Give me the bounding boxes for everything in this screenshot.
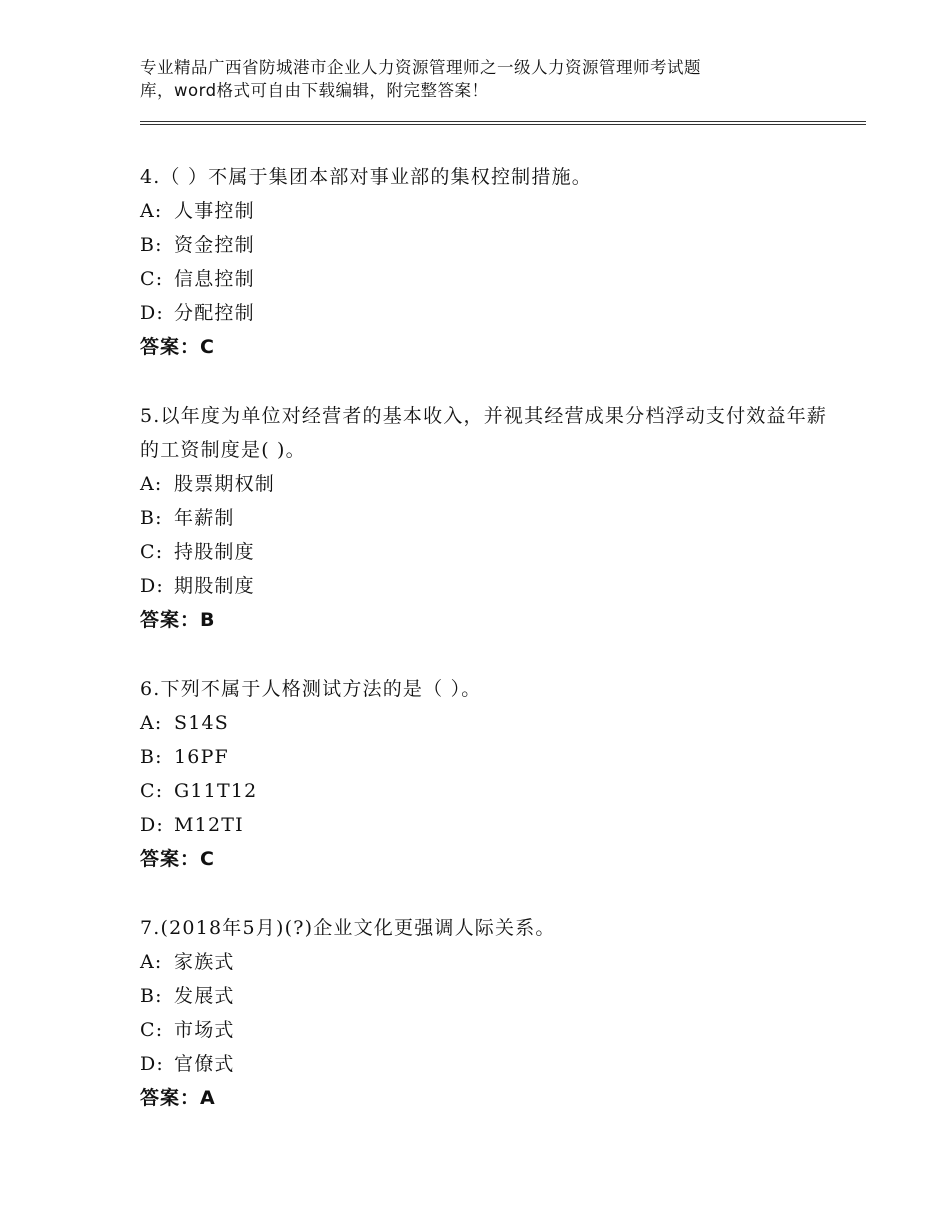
answer-label: 答案：C [140,848,215,870]
option-letter: B: [140,985,163,1007]
question-item [140,911,840,1115]
option-text: 分配控制 [174,302,255,324]
answer-label: 答案：B [140,609,216,631]
option-b [140,979,840,1013]
option-text: 官僚式 [174,1053,235,1075]
option-text: 期股制度 [174,575,255,597]
option-b [140,228,840,262]
option-text: G11T12 [174,780,258,802]
option-letter: C: [140,541,164,563]
option-letter: C: [140,780,164,802]
option-c [140,1013,840,1047]
question-item [140,672,840,876]
question-stem: 5.以年度为单位对经营者的基本收入，并视其经营成果分档浮动支付效益年薪的工资制度是( )。 [140,405,828,461]
option-text: 年薪制 [174,507,235,529]
question-item [140,160,840,364]
option-text: 市场式 [174,1019,235,1041]
option-c [140,774,840,808]
option-a [140,945,840,979]
option-d [140,808,840,842]
question-stem: 4.（ ）不属于集团本部对事业部的集权控制措施。 [140,166,592,188]
option-letter: B: [140,234,163,256]
option-d [140,569,840,603]
option-a [140,194,840,228]
option-letter: B: [140,507,163,529]
option-b [140,501,840,535]
option-text: S14S [174,712,230,734]
option-d [140,296,840,330]
option-letter: A: [140,473,163,495]
answer-label: 答案：A [140,1087,216,1109]
header-divider-bottom [140,124,866,125]
option-letter: D: [140,814,165,836]
option-text: 信息控制 [174,268,255,290]
option-d [140,1047,840,1081]
option-text: 人事控制 [174,200,255,222]
header-title-line-2: 库，word格式可自由下载编辑，附完整答案！ [140,81,489,100]
option-letter: D: [140,302,165,324]
option-letter: A: [140,951,163,973]
question-stem: 6.下列不属于人格测试方法的是（ ）。 [140,678,482,700]
option-text: 发展式 [174,985,235,1007]
question-list [140,160,840,1150]
option-letter: D: [140,1053,165,1075]
option-c [140,535,840,569]
header-title-line-1: 专业精品广西省防城港市企业人力资源管理师之一级人力资源管理师考试题 [140,58,701,77]
option-text: M12TI [174,814,244,836]
option-text: 股票期权制 [174,473,276,495]
option-text: 持股制度 [174,541,255,563]
question-stem: 7.(2018年5月)(?)企业文化更强调人际关系。 [140,917,556,939]
option-b [140,740,840,774]
document-header [140,56,780,102]
option-a [140,706,840,740]
option-c [140,262,840,296]
option-text: 16PF [174,746,229,768]
option-letter: A: [140,712,163,734]
answer-label: 答案：C [140,336,215,358]
header-divider-top [140,121,866,122]
option-letter: A: [140,200,163,222]
option-letter: D: [140,575,165,597]
option-letter: B: [140,746,163,768]
option-text: 资金控制 [174,234,255,256]
option-a [140,467,840,501]
option-letter: C: [140,268,164,290]
option-letter: C: [140,1019,164,1041]
question-item [140,399,840,637]
option-text: 家族式 [174,951,235,973]
